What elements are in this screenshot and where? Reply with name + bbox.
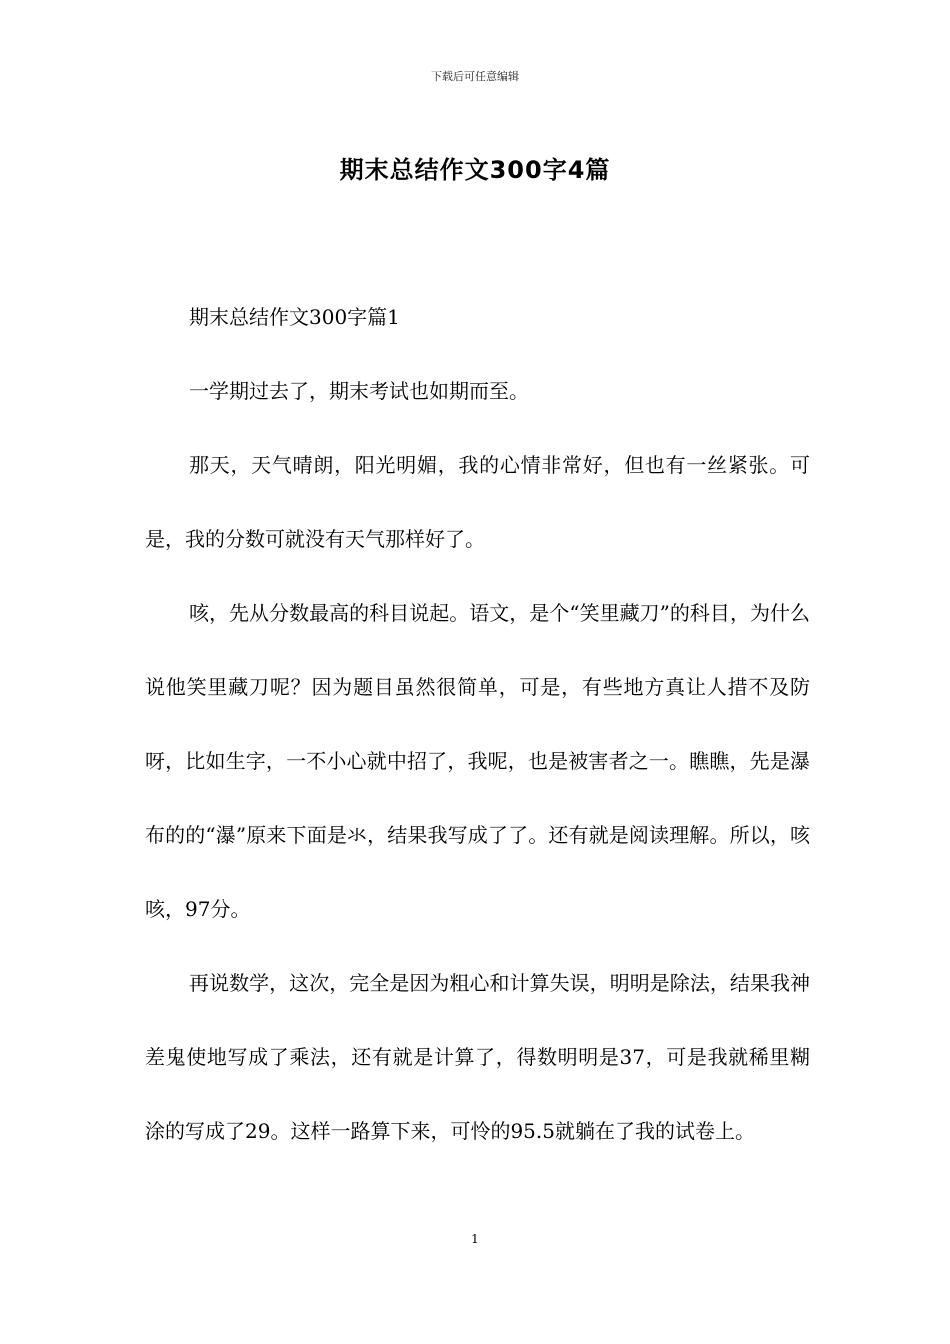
document-body [145, 280, 810, 1168]
paragraph: 那天，天气晴朗，阳光明媚，我的心情非常好，但也有一丝紧张。可是，我的分数可就没有天气那样好了。 [145, 453, 810, 551]
page-number: 1 [471, 1232, 479, 1246]
paragraph: 咳，先从分数最高的科目说起。语文，是个“笑里藏刀”的科目，为什么说他笑里藏刀呢？因为题目虽然很简单，可是，有些地方真让人措不及防呀，比如生字，一不小心就中招了，我呢，也是被害者之一。瞧瞧，先是瀑布的的“瀑”原来下面是氺，结果我写成了了。还有就是阅读理解。所以，咳咳，97分。 [145, 601, 810, 921]
paragraph: 再说数学，这次，完全是因为粗心和计算失误，明明是除法，结果我神差鬼使地写成了乘法，还有就是计算了，得数明明是37，可是我就稀里糊涂的写成了29。这样一路算下来，可怜的95.5就躺在了我的试卷上。 [145, 971, 810, 1143]
section-heading: 期末总结作文300字篇1 [189, 305, 400, 329]
header-note: 下载后可任意编辑 [431, 70, 519, 83]
document-title: 期末总结作文300字4篇 [339, 156, 611, 184]
paragraph: 一学期过去了，期末考试也如期而至。 [189, 379, 529, 403]
